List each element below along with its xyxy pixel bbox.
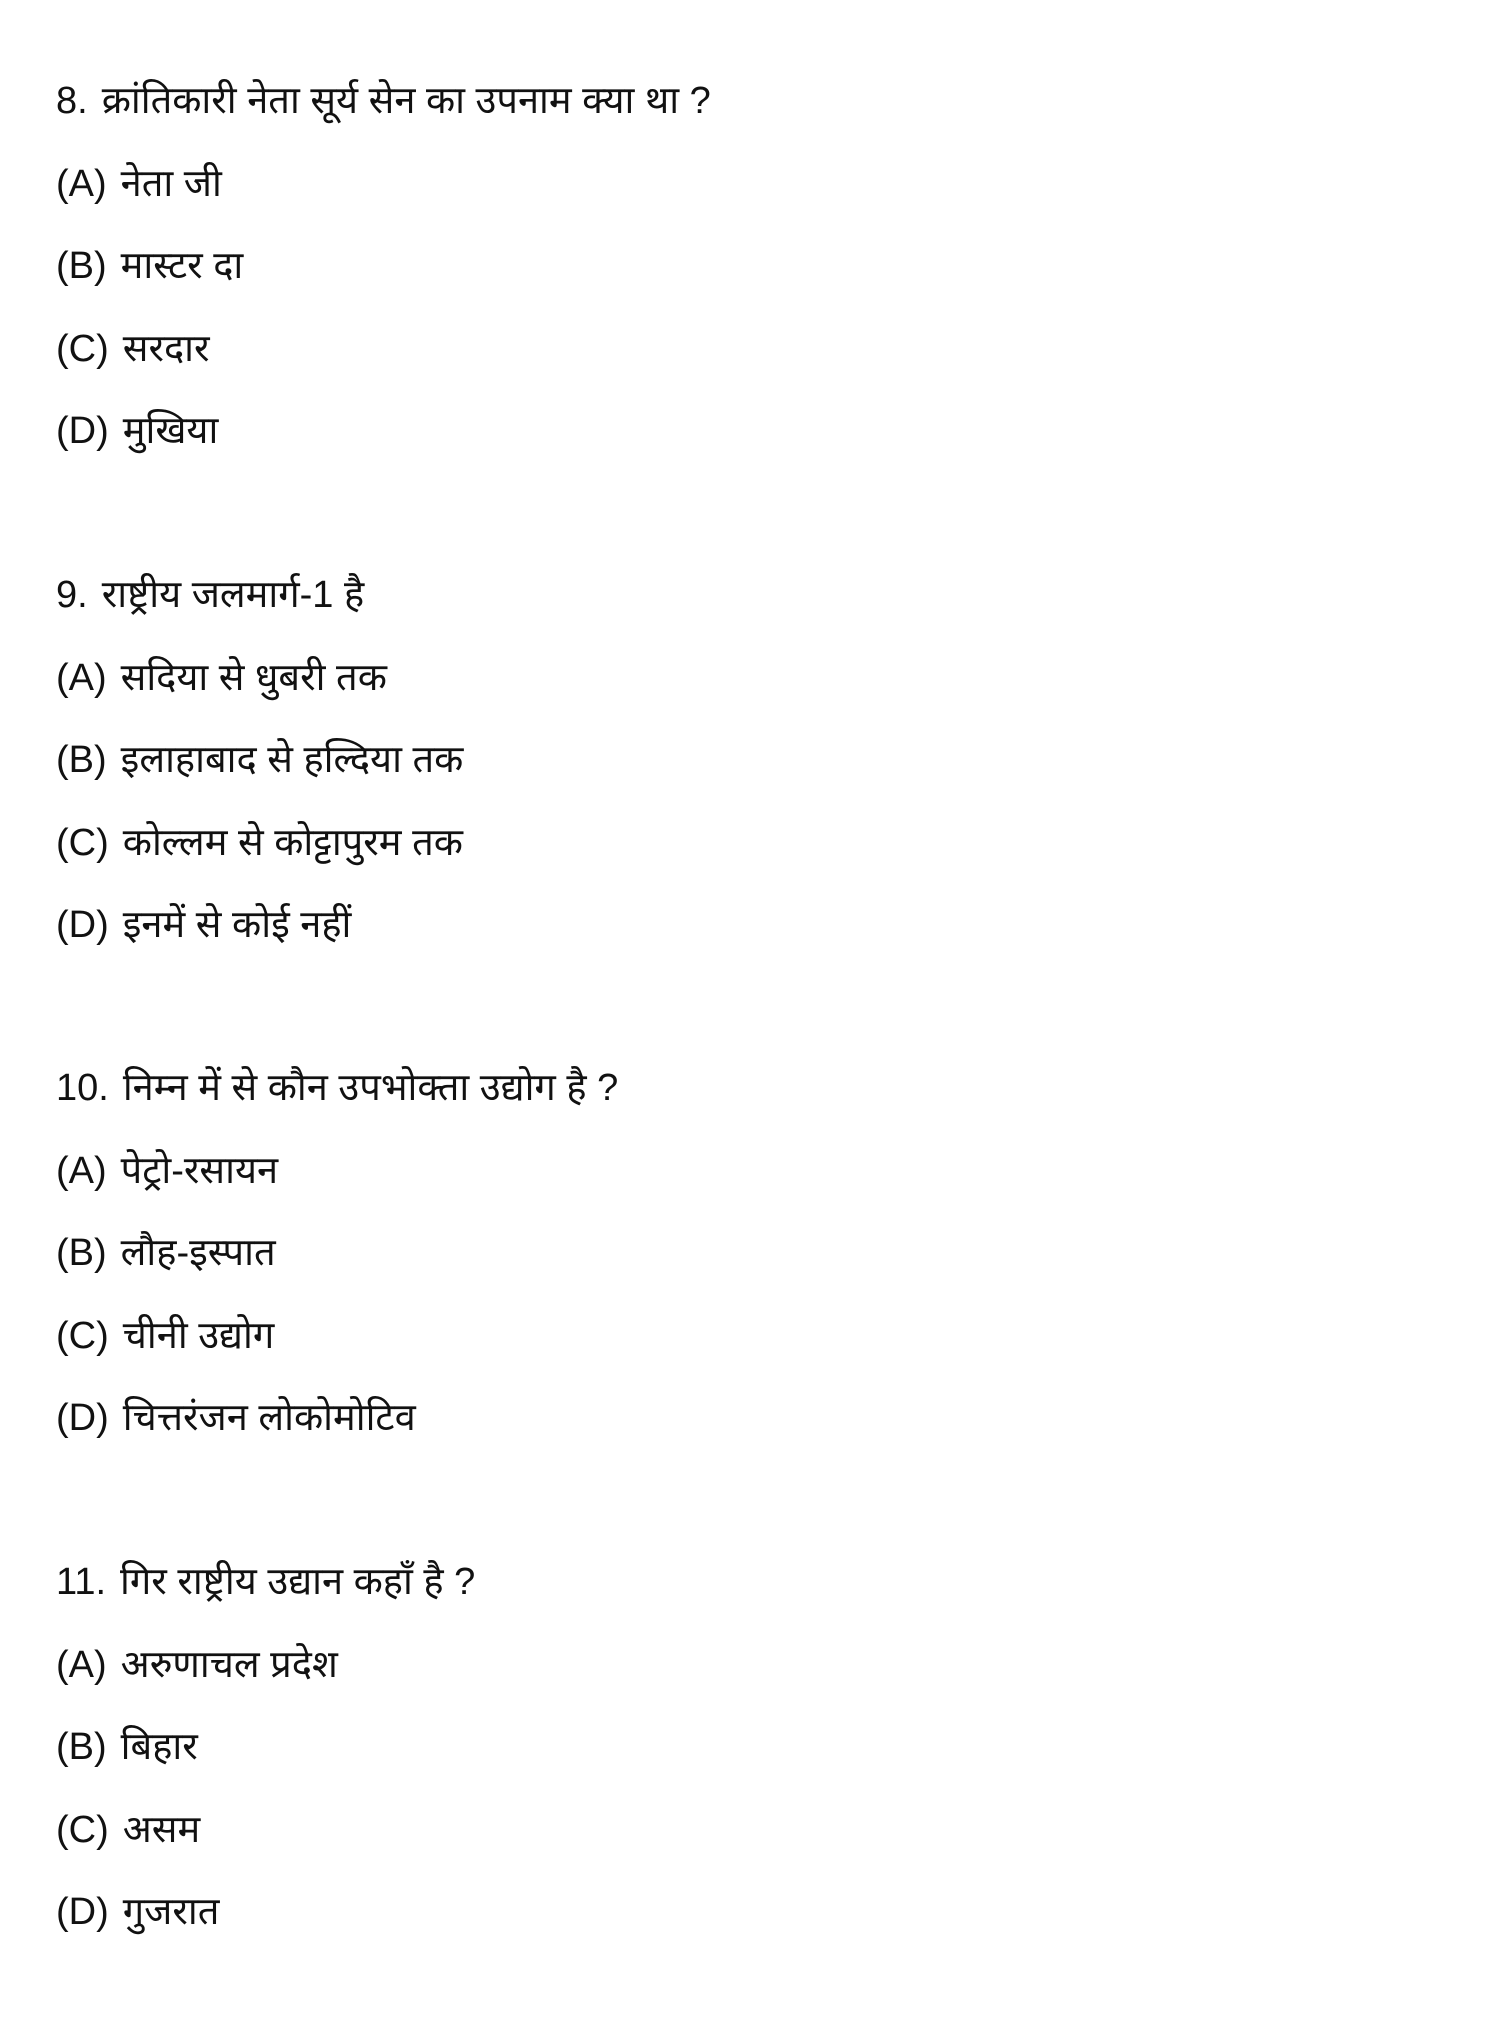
option-item bbox=[56, 719, 463, 802]
option-text: बिहार bbox=[120, 1726, 198, 1768]
option-label: (D) bbox=[56, 410, 109, 452]
option-item bbox=[56, 308, 711, 391]
question-number: 10. bbox=[56, 1067, 109, 1109]
option-text: मुखिया bbox=[122, 410, 219, 452]
option-item bbox=[56, 884, 463, 967]
option-item bbox=[56, 1624, 475, 1707]
option-text: लौह-इस्पात bbox=[120, 1232, 276, 1274]
option-label: (B) bbox=[56, 1232, 107, 1274]
question-block bbox=[56, 1047, 618, 1460]
option-label: (D) bbox=[56, 1397, 109, 1439]
question-block bbox=[56, 554, 463, 967]
option-label: (A) bbox=[56, 162, 107, 205]
option-label: (B) bbox=[56, 739, 107, 781]
question-block bbox=[56, 60, 711, 473]
option-text: असम bbox=[122, 1808, 201, 1851]
option-text: पेट्रो-रसायन bbox=[120, 1149, 279, 1192]
option-text: चित्तरंजन लोकोमोटिव bbox=[122, 1397, 416, 1439]
option-item bbox=[56, 1377, 618, 1460]
question-text: निम्न में से कौन उपभोक्ता उद्योग है ? bbox=[122, 1067, 619, 1109]
option-text: चीनी उद्योग bbox=[122, 1314, 275, 1357]
option-label: (B) bbox=[56, 245, 107, 287]
option-text: मास्टर दा bbox=[120, 245, 244, 287]
option-text: गुजरात bbox=[122, 1891, 220, 1933]
option-label: (D) bbox=[56, 1891, 109, 1933]
option-label: (C) bbox=[56, 1808, 109, 1851]
option-label: (A) bbox=[56, 1643, 107, 1686]
option-item bbox=[56, 1295, 618, 1378]
option-item bbox=[56, 1212, 618, 1295]
option-label: (A) bbox=[56, 1149, 107, 1192]
option-label: (B) bbox=[56, 1726, 107, 1768]
option-label: (C) bbox=[56, 327, 109, 370]
option-label: (A) bbox=[56, 656, 107, 699]
option-text: नेता जी bbox=[120, 162, 222, 205]
question-text: राष्ट्रीय जलमार्ग-1 है bbox=[101, 574, 365, 616]
question-text-line bbox=[56, 60, 711, 143]
option-text: सरदार bbox=[122, 327, 210, 370]
question-block bbox=[56, 1541, 475, 1954]
question-text-line bbox=[56, 1047, 618, 1130]
option-item bbox=[56, 225, 711, 308]
option-item bbox=[56, 802, 463, 885]
option-label: (C) bbox=[56, 821, 109, 864]
option-item bbox=[56, 143, 711, 226]
option-item bbox=[56, 1706, 475, 1789]
option-item bbox=[56, 637, 463, 720]
option-item bbox=[56, 1130, 618, 1213]
option-item bbox=[56, 1871, 475, 1954]
question-text-line bbox=[56, 1541, 475, 1624]
question-text: क्रांतिकारी नेता सूर्य सेन का उपनाम क्या था ? bbox=[101, 80, 711, 122]
option-text: सदिया से धुबरी तक bbox=[120, 656, 387, 699]
question-number: 11. bbox=[56, 1561, 107, 1603]
question-number: 9. bbox=[56, 574, 88, 616]
question-text: गिर राष्ट्रीय उद्यान कहाँ है ? bbox=[120, 1561, 476, 1603]
option-text: अरुणाचल प्रदेश bbox=[120, 1643, 338, 1686]
option-text: कोल्लम से कोट्टापुरम तक bbox=[122, 821, 463, 864]
option-item bbox=[56, 390, 711, 473]
question-text-line bbox=[56, 554, 463, 637]
option-item bbox=[56, 1789, 475, 1872]
option-text: इनमें से कोई नहीं bbox=[122, 904, 352, 946]
option-text: इलाहाबाद से हल्दिया तक bbox=[120, 739, 464, 781]
option-label: (C) bbox=[56, 1314, 109, 1357]
option-label: (D) bbox=[56, 904, 109, 946]
question-number: 8. bbox=[56, 80, 88, 122]
